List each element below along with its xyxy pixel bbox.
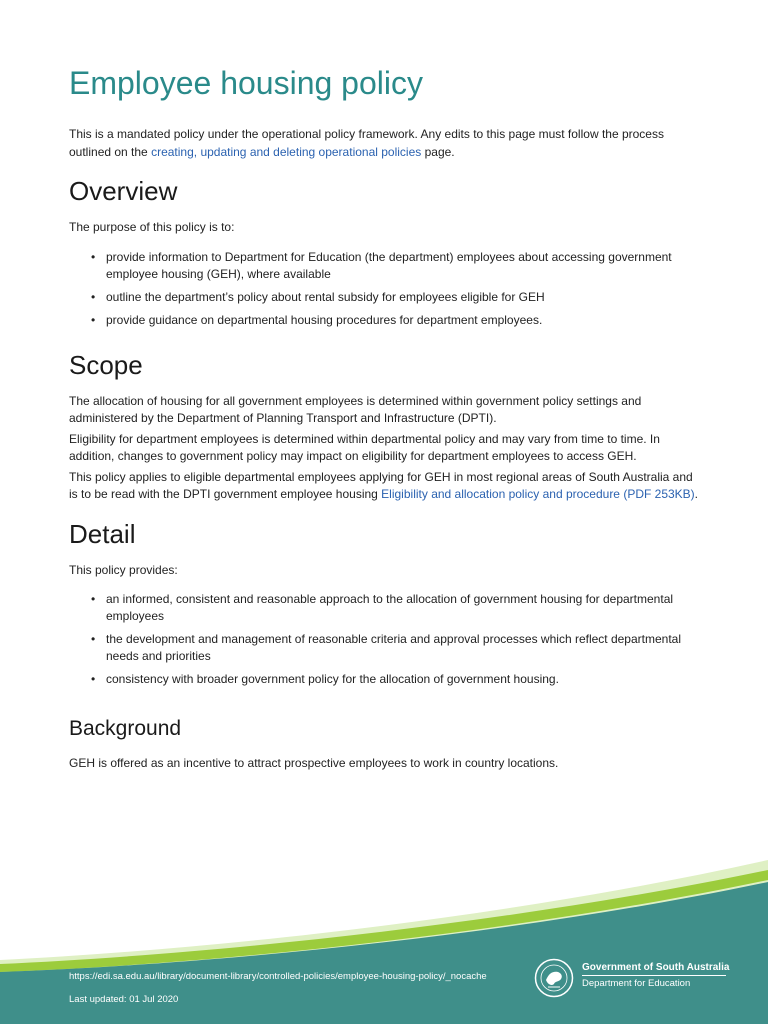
page-title: Employee housing policy: [69, 65, 423, 101]
eligibility-policy-link[interactable]: Eligibility and allocation policy and procedure (PDF 253KB): [381, 487, 695, 501]
detail-lead: This policy provides:: [69, 562, 178, 577]
footer-last-updated: Last updated: 01 Jul 2020: [69, 994, 179, 1005]
scope-heading: Scope: [69, 349, 143, 380]
footer-url[interactable]: https://edi.sa.edu.au/library/document-library/controlled-policies/employee-housing-policy/_nocache: [69, 971, 487, 982]
overview-list: [69, 249, 699, 329]
intro-text-before: This is a mandated policy under the operational policy framework. Any edits to this page must follow the process outlined on the: [69, 127, 664, 159]
document-content: [69, 62, 699, 773]
scope-paragraph-1: The allocation of housing for all government employees is determined within government policy settings and administered by the Department of Planning Transport and Infrastructure (DPTI).: [69, 393, 642, 425]
list-item: • outline the department’s policy about rental subsidy for employees eligible for GEH: [69, 289, 699, 306]
scope-paragraph-2: Eligibility for department employees is determined within departmental policy and may vary from time to time. In addition, changes to government policy may impact on eligibility for department employees to access GEH.: [69, 431, 660, 463]
government-name: Government of South Australia: [582, 962, 730, 973]
overview-heading: Overview: [69, 176, 178, 206]
background-paragraph: GEH is offered as an incentive to attract prospective employees to work in country locations.: [69, 756, 559, 770]
scope-text-after: .: [694, 487, 699, 501]
south-australia-crest-icon: [534, 958, 574, 998]
operational-policies-link[interactable]: creating, updating and deleting operational policies: [151, 144, 422, 159]
list-item: • the development and management of reasonable criteria and approval processes which reflect departmental needs and priorities: [69, 631, 699, 665]
scope-paragraph-3: [69, 469, 699, 504]
list-item: • provide information to Department for Education (the department) employees about accessing government employee housing (GEH), where available: [69, 249, 699, 283]
list-item: • an informed, consistent and reasonable approach to the allocation of government housing for departmental employees: [69, 591, 699, 625]
intro-paragraph: [69, 126, 699, 161]
intro-text-after: page.: [421, 144, 455, 159]
list-item: • consistency with broader government policy for the allocation of government housing.: [69, 671, 699, 688]
scope-text-before: This policy applies to eligible departmental employees applying for GEH in most regional areas of South Australia and is to be read with the DPTI government employee housing: [69, 469, 693, 501]
detail-list: [69, 591, 699, 688]
overview-lead: The purpose of this policy is to:: [69, 220, 235, 234]
detail-heading: Detail: [69, 518, 136, 549]
department-name: Department for Education: [582, 978, 691, 989]
background-heading: Background: [69, 717, 182, 740]
list-item: • provide guidance on departmental housing procedures for department employees.: [69, 312, 699, 329]
logo-divider: [582, 975, 726, 976]
